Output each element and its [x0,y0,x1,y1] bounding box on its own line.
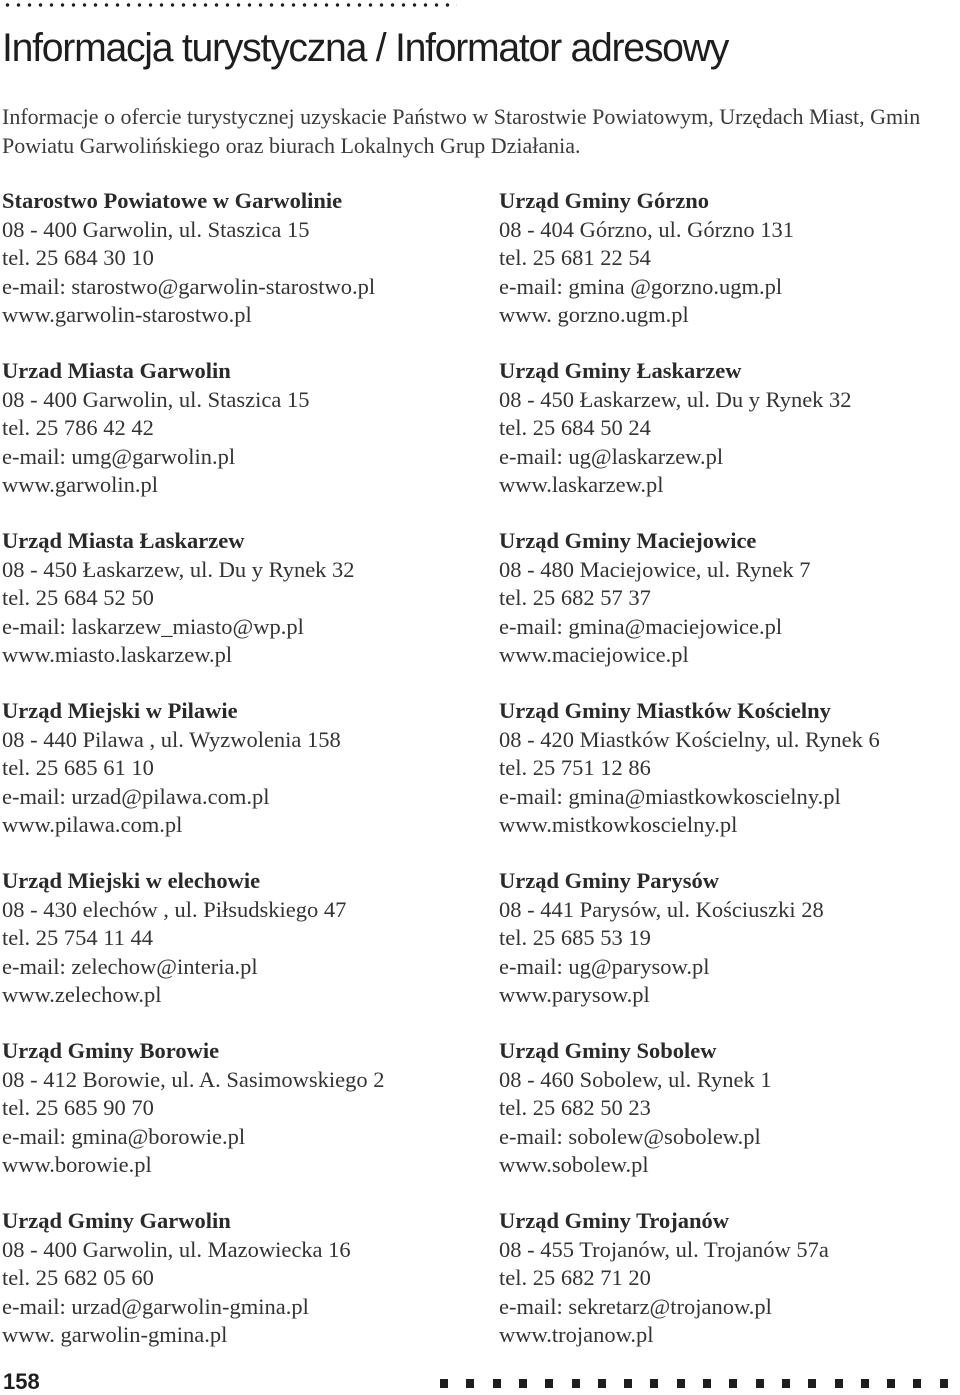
office-address: 08 - 450 Łaskarzew, ul. Du y Rynek 32 [499,386,852,412]
address-entry [2,527,472,697]
office-website: www.laskarzew.pl [499,472,664,497]
office-phone: tel. 25 681 22 54 [499,245,651,270]
office-address: 08 - 460 Sobolew, ul. Rynek 1 [499,1066,772,1092]
address-entry [499,187,954,357]
right-address-column [499,187,954,1377]
office-address: 08 - 441 Parysów, ul. Kościuszki 28 [499,896,824,922]
office-name: Urząd Gminy Maciejowice [499,528,757,553]
office-website: www.mistkowkoscielny.pl [499,812,738,837]
intro-paragraph: Informacje o ofercie turystycznej uzyskacie Państwo w Starostwie Powiatowym, Urzędach Miast, Gmin Powiatu Garwolińskiego oraz biurach Lokalnych Grup Działania. [2,104,921,158]
office-name: Urząd Gminy Sobolew [499,1038,717,1063]
office-email: e-mail: sekretarz@trojanow.pl [499,1293,772,1319]
office-address: 08 - 440 Pilawa , ul. Wyzwolenia 158 [2,726,341,752]
office-website: www.miasto.laskarzew.pl [2,642,233,667]
rule-square [545,1379,553,1388]
office-address: 08 - 430 elechów , ul. Piłsudskiego 47 [2,896,347,922]
office-website: www.sobolew.pl [499,1152,649,1177]
office-address: 08 - 420 Miastków Kościelny, ul. Rynek 6 [499,726,880,752]
rule-square [835,1379,843,1388]
rule-square [598,1379,606,1388]
address-entry [2,1207,472,1377]
office-website: www.zelechow.pl [2,982,162,1007]
office-phone: tel. 25 684 52 50 [2,585,154,610]
page-title: Informacja turystyczna / Informator adresowy [2,26,729,70]
address-entry [499,527,954,697]
office-phone: tel. 25 684 50 24 [499,415,651,440]
rule-square [861,1379,869,1388]
office-phone: tel. 25 684 30 10 [2,245,154,270]
left-address-column [2,187,472,1377]
rule-square [913,1379,921,1388]
office-address: 08 - 400 Garwolin, ul. Staszica 15 [2,216,310,242]
address-entry [2,1037,472,1207]
rule-square [440,1379,448,1388]
office-name: Urząd Miejski w elechowie [2,868,261,893]
office-phone: tel. 25 754 11 44 [2,925,154,950]
office-phone: tel. 25 682 71 20 [499,1265,651,1290]
rule-square [782,1379,790,1388]
office-website: www.parysow.pl [499,982,650,1007]
office-name: Urząd Miasta Łaskarzew [2,528,245,553]
office-phone: tel. 25 682 57 37 [499,585,651,610]
office-email: e-mail: ug@parysow.pl [499,953,710,979]
office-phone: tel. 25 685 53 19 [499,925,651,950]
address-entry [499,1207,954,1377]
office-email: e-mail: sobolew@sobolew.pl [499,1123,761,1149]
office-phone: tel. 25 685 90 70 [2,1095,154,1120]
office-name: Urząd Gminy Górzno [499,188,709,213]
address-entry [2,867,472,1037]
office-website: www.borowie.pl [2,1152,152,1177]
office-phone: tel. 25 682 50 23 [499,1095,651,1120]
office-email: e-mail: gmina@maciejowice.pl [499,613,783,639]
address-entry [499,697,954,867]
office-email: e-mail: ug@laskarzew.pl [499,443,724,469]
address-entry [2,697,472,867]
office-name: Urząd Gminy Miastków Kościelny [499,698,831,723]
office-email: e-mail: gmina@miastkowkoscielny.pl [499,783,841,809]
office-website: www.garwolin.pl [2,472,159,497]
top-dotted-rule [2,2,457,8]
rule-square [729,1379,737,1388]
rule-square [703,1379,711,1388]
office-email: e-mail: gmina @gorzno.ugm.pl [499,273,783,299]
rule-square [677,1379,685,1388]
address-entry [499,357,954,527]
office-email: e-mail: gmina@borowie.pl [2,1123,246,1149]
rule-square [572,1379,580,1388]
rule-square [756,1379,764,1388]
rule-square [493,1379,501,1388]
office-website: www.trojanow.pl [499,1322,654,1347]
office-website: www.maciejowice.pl [499,642,689,667]
office-name: Urząd Gminy Trojanów [499,1208,730,1233]
office-address: 08 - 400 Garwolin, ul. Staszica 15 [2,386,310,412]
office-website: www.pilawa.com.pl [2,812,183,837]
office-email: e-mail: urzad@garwolin-gmina.pl [2,1293,309,1319]
office-name: Urząd Miejski w Pilawie [2,698,238,723]
rule-square [466,1379,474,1388]
office-phone: tel. 25 751 12 86 [499,755,651,780]
office-website: www.garwolin-starostwo.pl [2,302,252,327]
rule-square [808,1379,816,1388]
rule-square [650,1379,658,1388]
office-name: Urząd Gminy Parysów [499,868,719,893]
bottom-square-rule [432,1378,960,1390]
office-name: Urząd Gminy Borowie [2,1038,220,1063]
office-email: e-mail: umg@garwolin.pl [2,443,236,469]
office-address: 08 - 455 Trojanów, ul. Trojanów 57a [499,1236,829,1262]
office-email: e-mail: starostwo@garwolin-starostwo.pl [2,273,376,299]
office-address: 08 - 400 Garwolin, ul. Mazowiecka 16 [2,1236,351,1262]
office-name: Starostwo Powiatowe w Garwolinie [2,188,343,213]
office-name: Urząd Gminy Garwolin [2,1208,231,1233]
office-email: e-mail: urzad@pilawa.com.pl [2,783,270,809]
address-entry [499,867,954,1037]
address-entry [2,187,472,357]
rule-square [940,1379,948,1388]
office-address: 08 - 450 Łaskarzew, ul. Du y Rynek 32 [2,556,355,582]
rule-square [624,1379,632,1388]
address-entry [2,357,472,527]
office-phone: tel. 25 685 61 10 [2,755,154,780]
rule-square [887,1379,895,1388]
office-address: 08 - 412 Borowie, ul. A. Sasimowskiego 2 [2,1066,385,1092]
office-email: e-mail: laskarzew_miasto@wp.pl [2,613,304,639]
office-address: 08 - 480 Maciejowice, ul. Rynek 7 [499,556,811,582]
office-name: Urząd Gminy Łaskarzew [499,358,742,383]
rule-square [519,1379,527,1388]
office-name: Urzad Miasta Garwolin [2,358,231,383]
address-entry [499,1037,954,1207]
page-number: 158 [3,1369,40,1394]
office-website: www. garwolin-gmina.pl [2,1322,228,1347]
office-website: www. gorzno.ugm.pl [499,302,689,327]
office-address: 08 - 404 Górzno, ul. Górzno 131 [499,216,794,242]
office-phone: tel. 25 682 05 60 [2,1265,154,1290]
office-email: e-mail: zelechow@interia.pl [2,953,258,979]
office-phone: tel. 25 786 42 42 [2,415,154,440]
